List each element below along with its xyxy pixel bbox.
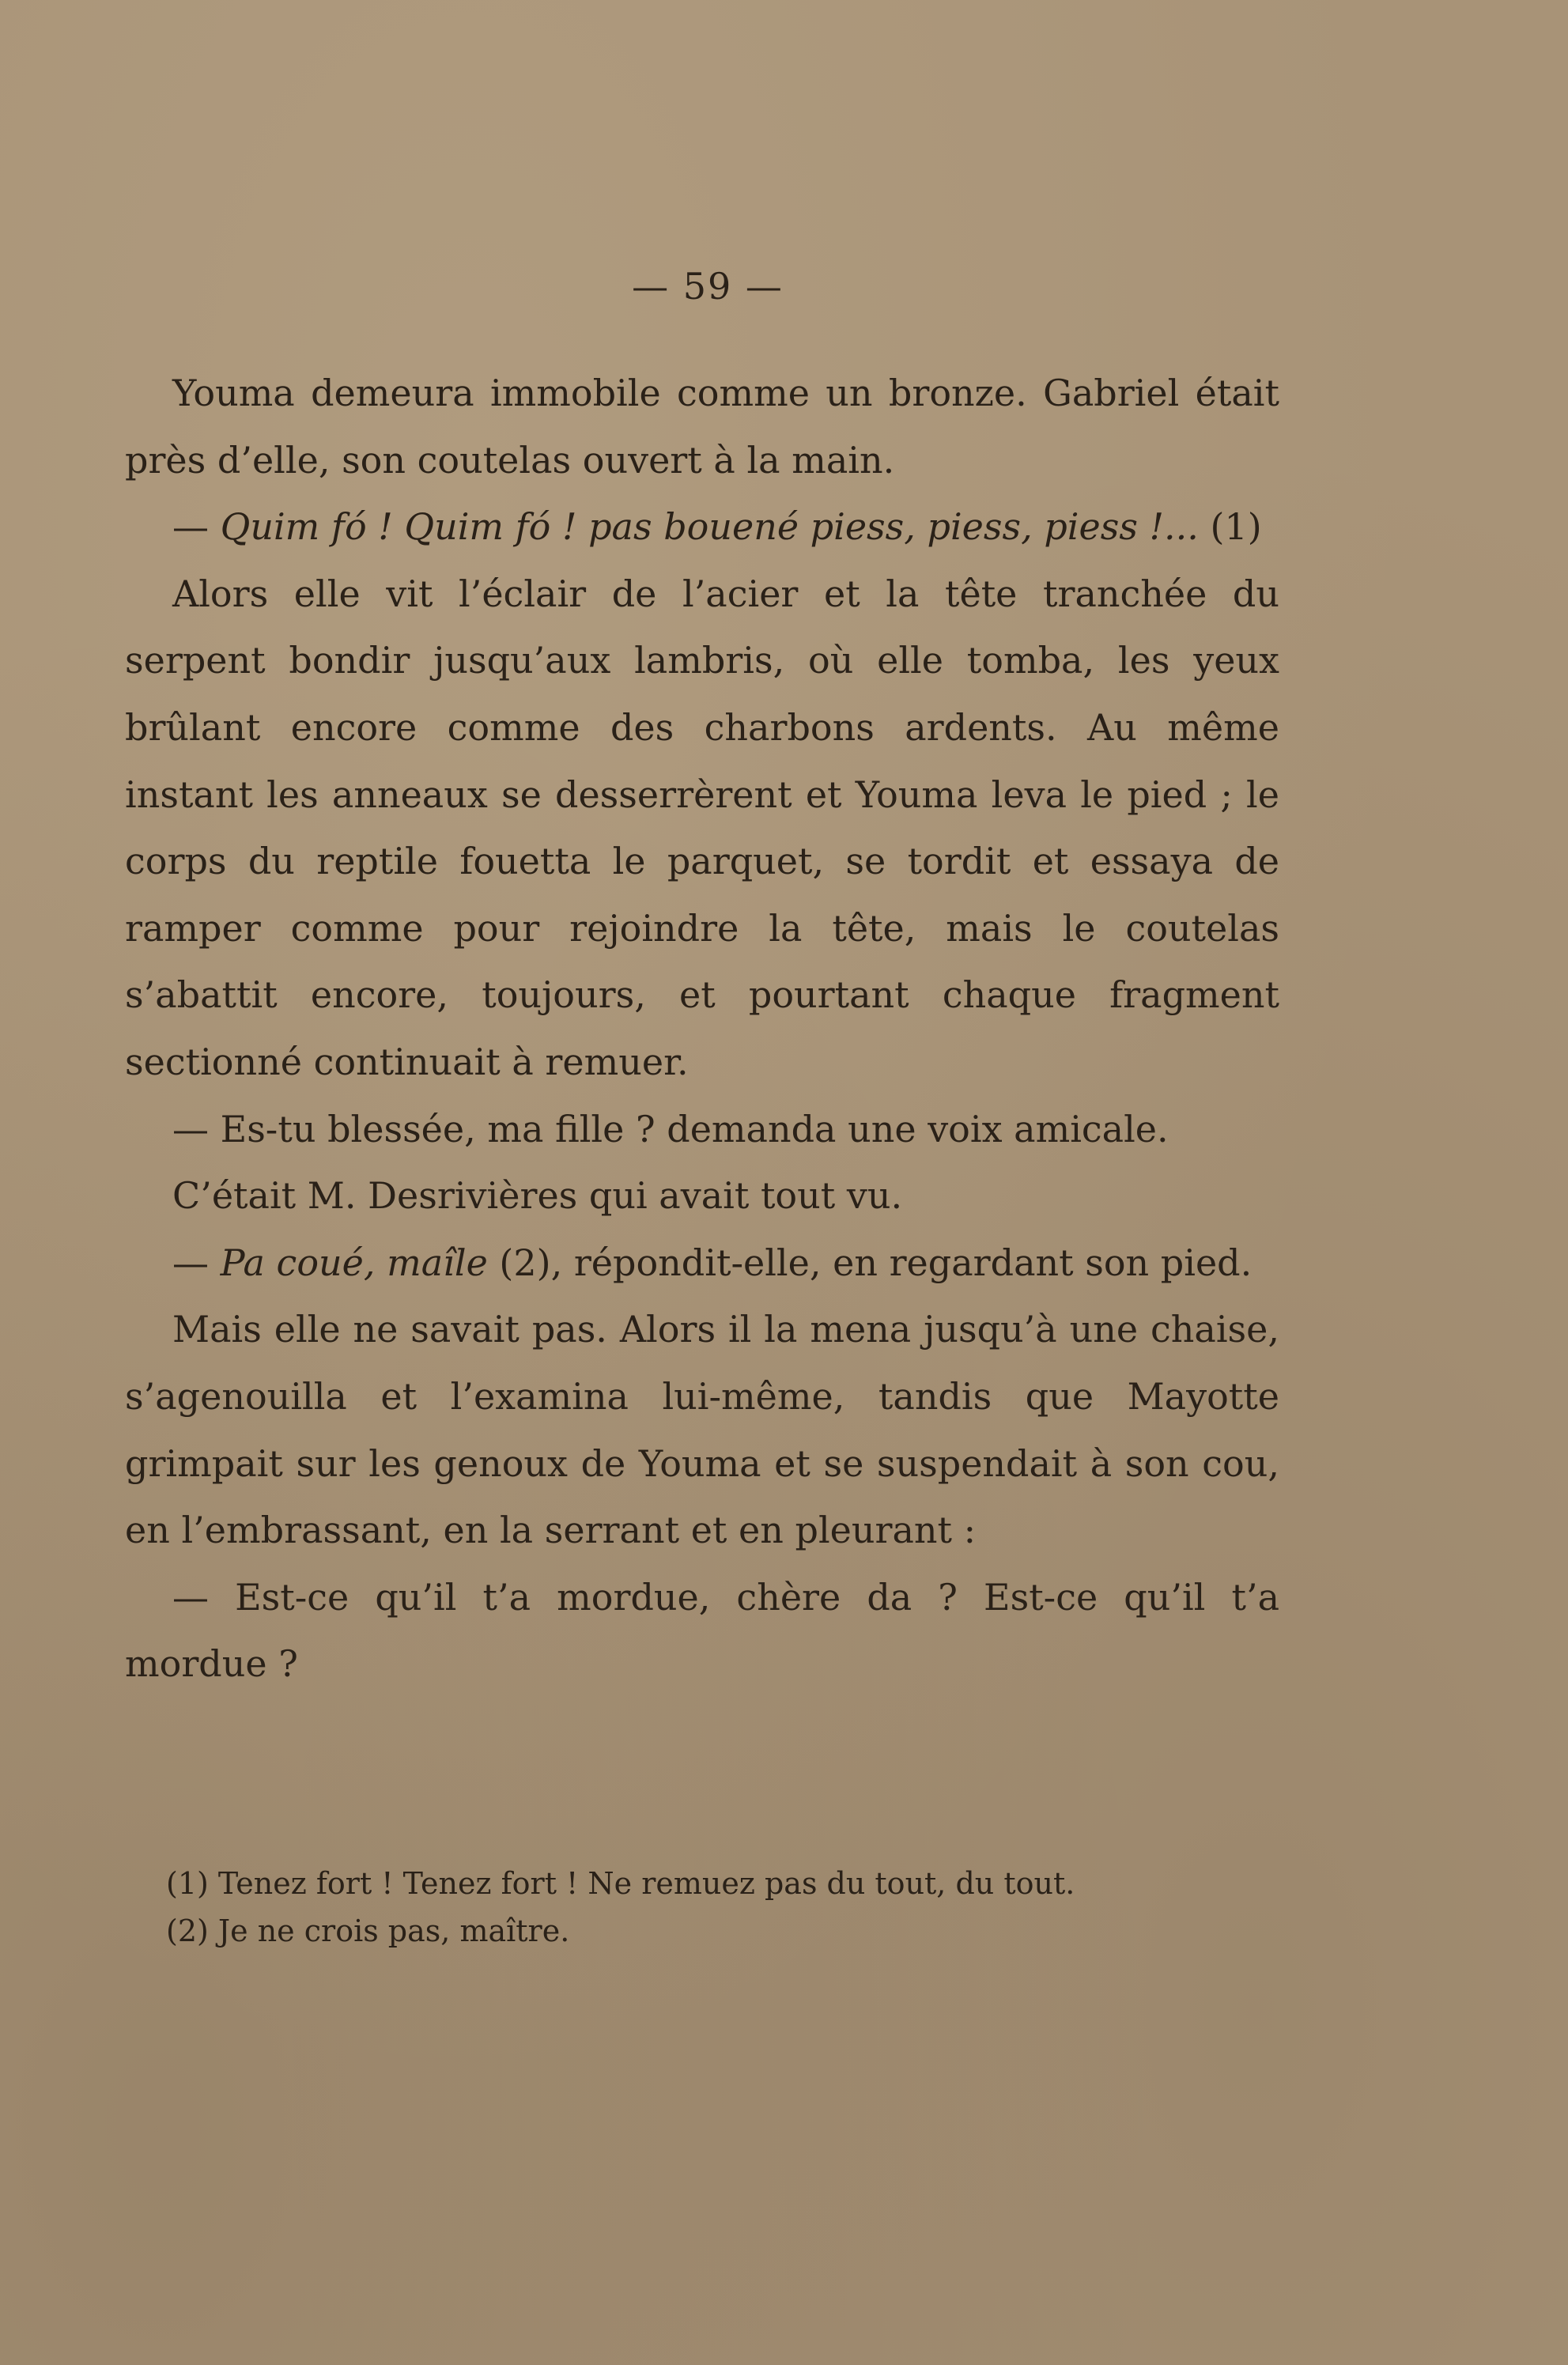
footnote-1: (1) Tenez fort ! Tenez fort ! Ne remuez pas du tout, du tout. [166,1866,1075,1901]
paragraph-3: Alors elle vit l’éclair de l’acier et la tête tranchée du serpent bondir jusqu’aux lambris, où elle tomba, les yeux brûlant encore comme des charbons ardents. Au même instant les anneaux se desserrèrent et Youma leva le pied ; le corps du reptile fouetta le parquet, se tordit et essaya de ramper comme pour rejoindre la tête, mais le coutelas s’abattit encore, toujours, et pourtant chaque fragment sectionné continuait à remuer. [125,572,1279,1083]
paragraph-7: Mais elle ne savait pas. Alors il la mena jusqu’à une chaise, s’agenouilla et l’examina lui-même, tandis que Mayotte grimpait sur les genoux de Youma et se suspendait à son cou, en l’embrassant, en la serrant et en pleurant : [125,1308,1279,1552]
dialogue-dash: — [172,1241,221,1284]
paragraph-6 [125,1230,1279,1297]
creole-speech: Quim fó ! Quim fó ! pas bouené piess, piess, piess !... [220,505,1199,549]
creole-speech: Pa coué, maîle [220,1241,488,1284]
paragraph-6-rest: (2), répondit-elle, en regardant son pied. [487,1241,1253,1284]
footnote-ref-1: (1) [1198,505,1262,549]
paragraph-2 [125,493,1279,561]
paragraph-8: — Est-ce qu’il t’a mordue, chère da ? Est-ce qu’il t’a mordue ? [125,1575,1279,1686]
footnotes [166,1860,1289,1955]
paragraph-1: Youma demeura immobile comme un bronze. Gabriel était près d’elle, son coutelas ouvert à la main. [125,372,1279,482]
paragraph-4: — Es-tu blessée, ma fille ? demanda une voix amicale. [172,1107,1169,1150]
paragraph-5: C’était M. Desrivières qui avait tout vu. [172,1174,903,1218]
body-text [125,360,1279,1698]
page-number: — 59 — [632,265,784,308]
dialogue-dash: — [172,505,221,549]
footnote-2: (2) Je ne crois pas, maître. [166,1914,570,1948]
